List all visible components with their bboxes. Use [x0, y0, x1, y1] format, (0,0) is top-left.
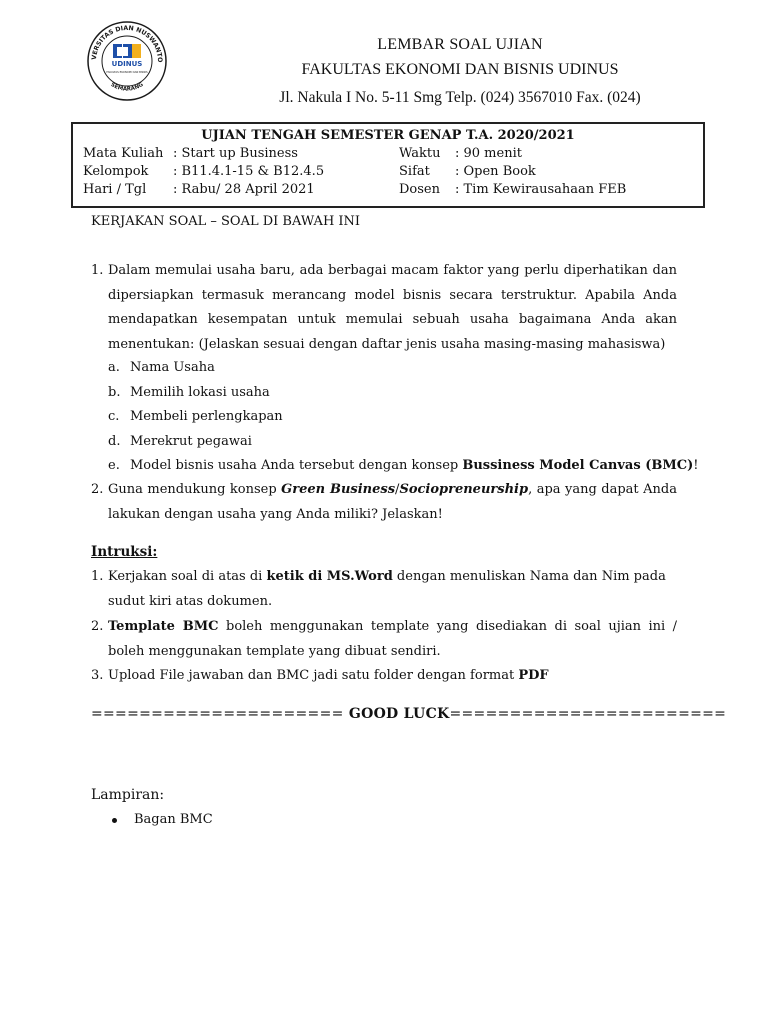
- info-row: [73, 164, 703, 182]
- info-label: Waktu: [399, 146, 441, 161]
- header-address: Jl. Nakula I No. 5-11 Smg Telp. (024) 3567010 Fax. (024): [279, 89, 641, 106]
- question-number: 1.: [91, 263, 104, 278]
- info-value: : Tim Kewirausahaan FEB: [455, 182, 627, 197]
- question-2: [91, 478, 677, 527]
- exam-info-box: [71, 122, 705, 208]
- question-text: Guna mendukung konsep Green Business/Sociopreneurship, apa yang dapat Anda lakukan dengan usaha yang Anda miliki? Jelaskan!: [108, 482, 677, 522]
- info-row: [73, 146, 703, 164]
- logo-ring-text: VERSITAS DIAN NUSWANTO: [90, 24, 164, 63]
- info-value: : B11.4.1-15 & B12.4.5: [173, 164, 325, 179]
- info-label: Sifat: [399, 164, 430, 179]
- header-faculty: FAKULTAS EKONOMI DAN BISNIS UDINUS: [301, 61, 619, 78]
- info-value: : 90 menit: [455, 146, 522, 161]
- info-label: Dosen: [399, 182, 440, 197]
- instruction-3: 3. Upload File jawaban dan BMC jadi satu folder dengan format PDF: [91, 668, 549, 683]
- info-label: Hari / Tgl: [83, 182, 147, 197]
- good-luck-line: ===================== GOOD LUCK=======================: [91, 706, 727, 722]
- question-1: [91, 259, 677, 357]
- svg-text:SEMARANG: SEMARANG: [109, 81, 145, 93]
- lampiran-title: Lampiran:: [91, 787, 165, 803]
- instruction-1: 1. Kerjakan soal di atas di ketik di MS.Word dengan menuliskan Nama dan Nim pada sudut kiri atas dokumen.: [91, 569, 666, 609]
- question-text: Dalam memulai usaha baru, ada berbagai macam faktor yang perlu diperhatikan dan dipersiapkan termasuk merancang model bisnis secara terstruktur. Apabila Anda mendapatkan kesempatan untuk memulai sebuah usaha bagaimana Anda akan menentukan: (Jelaskan sesuai dengan daftar jenis usaha masing-masing mahasiswa): [108, 263, 677, 352]
- bullet-icon: [112, 818, 117, 823]
- header-title: LEMBAR SOAL UJIAN: [377, 36, 543, 53]
- svg-text:FAKULTAS EKONOMI DAN BISNIS: FAKULTAS EKONOMI DAN BISNIS: [106, 71, 148, 74]
- question-number: 2.: [91, 482, 104, 497]
- section-title: KERJAKAN SOAL – SOAL DI BAWAH INI: [91, 214, 361, 229]
- info-label: Kelompok: [83, 164, 149, 179]
- udinus-logo: [86, 20, 168, 102]
- exam-title: UJIAN TENGAH SEMESTER GENAP T.A. 2020/2021: [201, 128, 575, 143]
- info-value: : Rabu/ 28 April 2021: [173, 182, 315, 197]
- svg-text:UDINUS: UDINUS: [111, 60, 143, 68]
- info-value: : Open Book: [455, 164, 536, 179]
- bmc-bold: Bussiness Model Canvas (BMC): [462, 458, 694, 473]
- instruction-2: 2. Template BMC boleh menggunakan template yang disediakan di soal ujian ini / boleh menggunakan template yang dibuat sendiri.: [91, 619, 678, 659]
- info-label: Mata Kuliah: [83, 146, 164, 161]
- instructions-title: Intruksi:: [91, 544, 158, 560]
- info-row: [73, 182, 703, 200]
- info-value: : Start up Business: [173, 146, 298, 161]
